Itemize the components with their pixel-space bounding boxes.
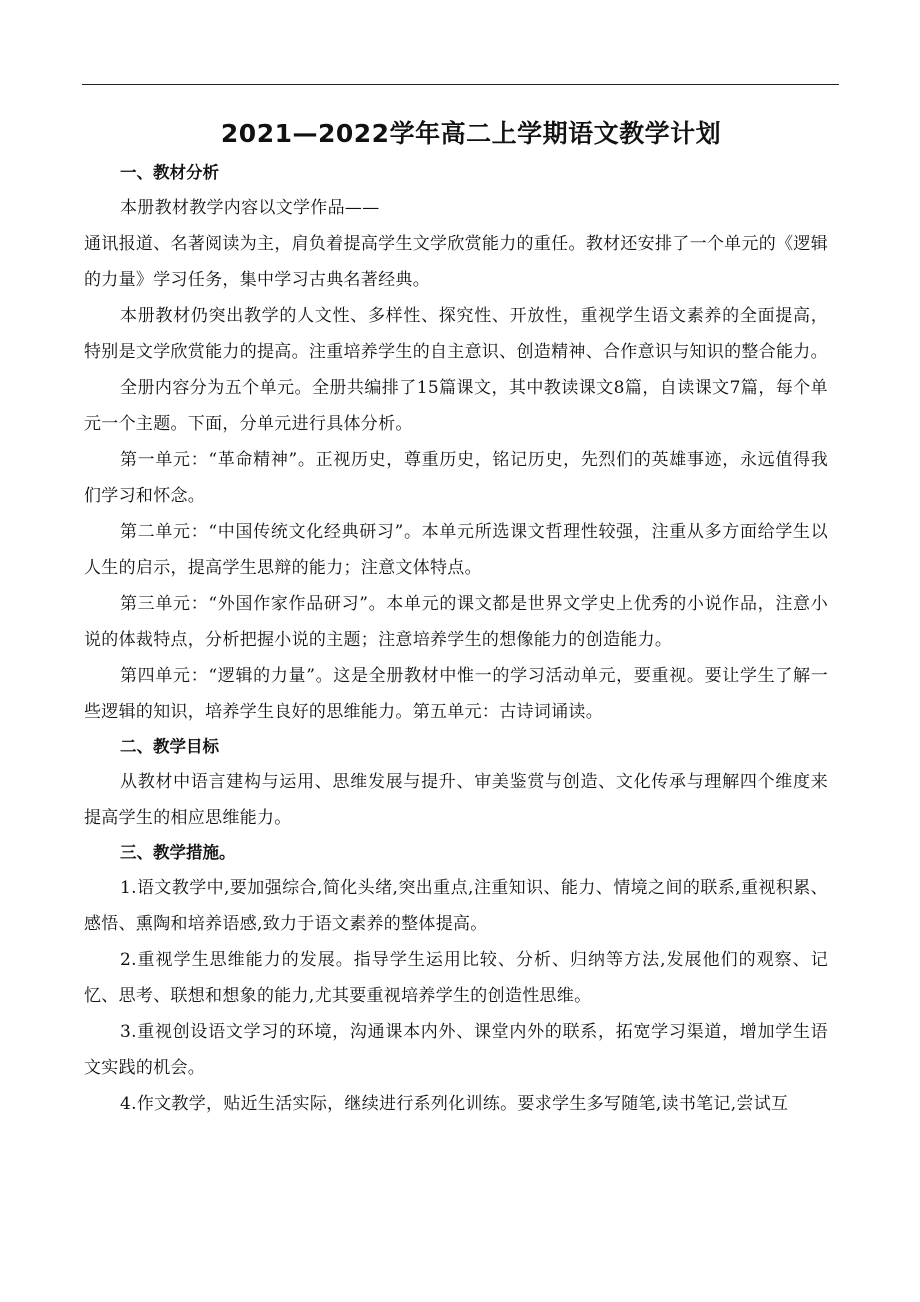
paragraph-intro-line: 本册教材教学内容以文学作品—— bbox=[120, 198, 380, 218]
document-title: 2021—2022学年高二上学期语文教学计划 bbox=[220, 119, 722, 148]
paragraph-measure-1: 1.语文教学中,要加强综合,简化头绪,突出重点,注重知识、能力、情境之间的联系,重视积累、感悟、熏陶和培养语感,致力于语文素养的整体提高。 bbox=[84, 878, 828, 934]
section-heading-teaching-measures: 三、教学措施。 bbox=[120, 843, 236, 862]
paragraph-measure-4: 4.作文教学，贴近生活实际，继续进行系列化训练。要求学生多写随笔,读书笔记,尝试互 bbox=[120, 1094, 789, 1114]
paragraph-unit-1: 第一单元：“革命精神”。正视历史，尊重历史，铭记历史，先烈们的英雄事迹，永远值得我们学习和怀念。 bbox=[84, 450, 828, 506]
paragraph-intro-continued: 通讯报道、名著阅读为主，肩负着提高学生文学欣赏能力的重任。教材还安排了一个单元的《逻辑的力量》学习任务，集中学习古典名著经典。 bbox=[84, 234, 828, 290]
paragraph-unit-4-5: 第四单元：“逻辑的力量”。这是全册教材中惟一的学习活动单元，要重视。要让学生了解一些逻辑的知识，培养学生良好的思维能力。第五单元：古诗词诵读。 bbox=[84, 666, 828, 722]
document-body bbox=[84, 112, 828, 1122]
paragraph-units-overview: 全册内容分为五个单元。全册共编排了15篇课文，其中教读课文8篇，自读课文7篇，每个单元一个主题。下面，分单元进行具体分析。 bbox=[84, 378, 828, 434]
paragraph-measure-3: 3.重视创设语文学习的环境，沟通课本内外、课堂内外的联系，拓宽学习渠道，增加学生语文实践的机会。 bbox=[84, 1022, 828, 1078]
section-heading-teaching-goals: 二、教学目标 bbox=[120, 737, 219, 756]
paragraph-textbook-features: 本册教材仍突出教学的人文性、多样性、探究性、开放性，重视学生语文素养的全面提高，特别是文学欣赏能力的提高。注重培养学生的自主意识、创造精神、合作意识与知识的整合能力。 bbox=[84, 306, 828, 362]
paragraph-unit-3: 第三单元：“外国作家作品研习”。本单元的课文都是世界文学史上优秀的小说作品，注意小说的体裁特点，分析把握小说的主题；注意培养学生的想像能力的创造能力。 bbox=[84, 594, 828, 650]
paragraph-teaching-goals: 从教材中语言建构与运用、思维发展与提升、审美鉴赏与创造、文化传承与理解四个维度来提高学生的相应思维能力。 bbox=[84, 772, 828, 828]
header-rule bbox=[82, 84, 839, 85]
paragraph-measure-2: 2.重视学生思维能力的发展。指导学生运用比较、分析、归纳等方法,发展他们的观察、记忆、思考、联想和想象的能力,尤其要重视培养学生的创造性思维。 bbox=[84, 950, 828, 1006]
paragraph-unit-2: 第二单元：“中国传统文化经典研习”。本单元所选课文哲理性较强，注重从多方面给学生以人生的启示，提高学生思辩的能力；注意文体特点。 bbox=[84, 522, 828, 578]
section-heading-textbook-analysis: 一、教材分析 bbox=[120, 163, 219, 182]
